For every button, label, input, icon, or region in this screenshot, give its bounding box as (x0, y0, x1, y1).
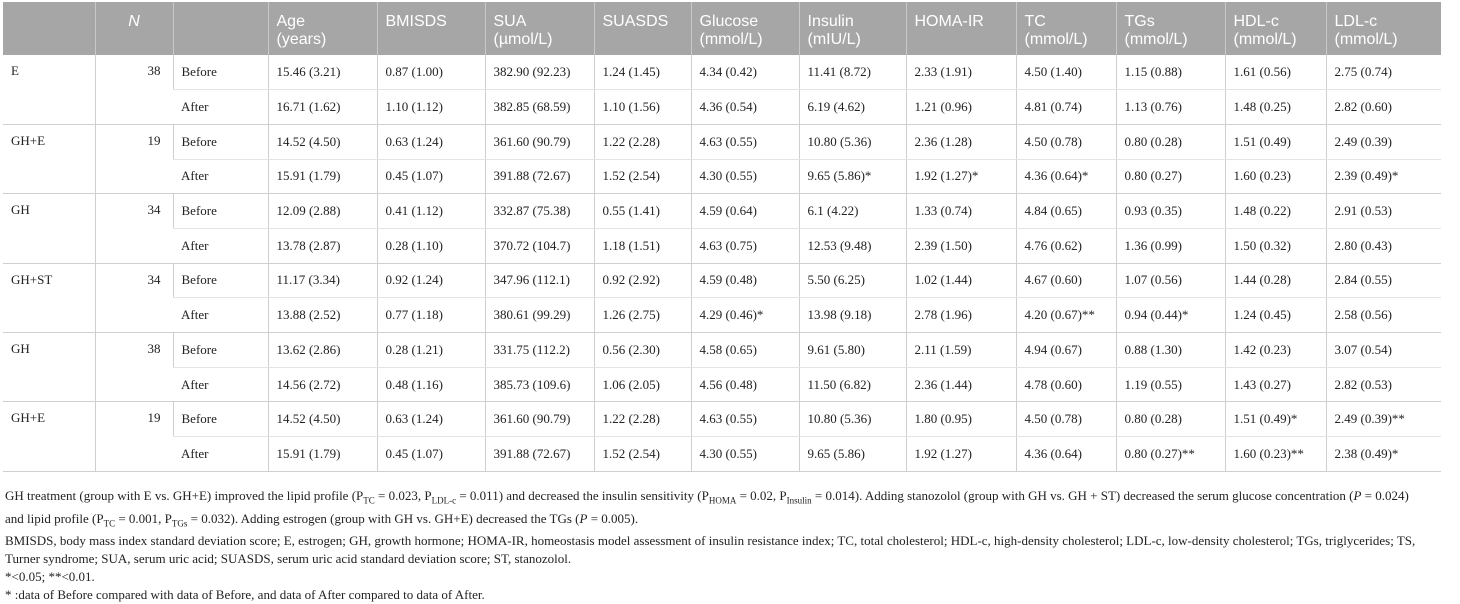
value-cell: 1.52 (2.54) (594, 159, 691, 194)
table-row (3, 263, 1460, 298)
value-cell: 1.07 (0.56) (1116, 263, 1225, 298)
value-cell: 6.1 (4.22) (799, 194, 906, 229)
value-cell: 1.19 (0.55) (1116, 367, 1225, 402)
table-row (3, 228, 1460, 263)
value-cell: 1.51 (0.49)* (1225, 402, 1326, 437)
value-cell: 2.39 (0.49)* (1326, 159, 1441, 194)
value-cell: 1.61 (0.56) (1225, 55, 1326, 90)
value-cell: 1.15 (0.88) (1116, 55, 1225, 90)
phase-label-cell: Before (173, 194, 268, 229)
value-cell: 347.96 (112.1) (485, 263, 594, 298)
value-cell: 2.33 (1.91) (906, 55, 1016, 90)
table-row (3, 124, 1460, 159)
value-cell: 10.80 (5.36) (799, 124, 906, 159)
value-cell: 1.48 (0.25) (1225, 90, 1326, 125)
table-row (3, 367, 1460, 402)
phase-label-cell: After (173, 159, 268, 194)
value-cell: 4.36 (0.64) (1016, 437, 1116, 472)
value-cell: 0.80 (0.27) (1116, 159, 1225, 194)
column-header (906, 2, 1016, 55)
value-cell: 4.94 (0.67) (1016, 333, 1116, 368)
value-cell: 11.17 (3.34) (268, 263, 377, 298)
column-header-line1: Age (276, 13, 305, 30)
phase-label-cell: Before (173, 55, 268, 90)
value-cell: 13.62 (2.86) (268, 333, 377, 368)
value-cell: 4.81 (0.74) (1016, 90, 1116, 125)
value-cell: 0.87 (1.00) (377, 55, 485, 90)
column-header-line1: TGs (1124, 13, 1155, 30)
column-header (594, 2, 691, 55)
value-cell: 1.24 (0.45) (1225, 298, 1326, 333)
column-header-line1: Insulin (807, 13, 854, 30)
group-n-cell: 38 (95, 55, 173, 124)
column-header (1116, 2, 1225, 55)
value-cell: 1.36 (0.99) (1116, 228, 1225, 263)
phase-label-cell: After (173, 298, 268, 333)
value-cell: 12.53 (9.48) (799, 228, 906, 263)
phase-label-cell: Before (173, 263, 268, 298)
value-cell: 0.77 (1.18) (377, 298, 485, 333)
group-name-cell: GH+E (3, 124, 95, 193)
value-cell: 6.19 (4.62) (799, 90, 906, 125)
column-header-line1: LDL-c (1334, 13, 1378, 30)
value-cell: 1.43 (0.27) (1225, 367, 1326, 402)
value-cell: 2.36 (1.44) (906, 367, 1016, 402)
value-cell: 0.93 (0.35) (1116, 194, 1225, 229)
value-cell: 331.75 (112.2) (485, 333, 594, 368)
column-header-line1: Glucose (699, 13, 759, 30)
value-cell: 0.28 (1.21) (377, 333, 485, 368)
value-cell: 4.56 (0.48) (691, 367, 799, 402)
phase-label-cell: Before (173, 124, 268, 159)
value-cell: 4.59 (0.64) (691, 194, 799, 229)
column-header-line1: SUA (493, 13, 527, 30)
group-name-cell: GH (3, 333, 95, 402)
value-cell: 0.92 (2.92) (594, 263, 691, 298)
value-cell: 1.02 (1.44) (906, 263, 1016, 298)
value-cell: 13.78 (2.87) (268, 228, 377, 263)
value-cell: 4.36 (0.54) (691, 90, 799, 125)
value-cell: 361.60 (90.79) (485, 124, 594, 159)
value-cell: 1.42 (0.23) (1225, 333, 1326, 368)
value-cell: 2.82 (0.60) (1326, 90, 1441, 125)
value-cell: 382.85 (68.59) (485, 90, 594, 125)
value-cell: 1.80 (0.95) (906, 402, 1016, 437)
value-cell: 2.75 (0.74) (1326, 55, 1441, 90)
header-row (3, 2, 1460, 55)
table-row (3, 333, 1460, 368)
value-cell: 1.60 (0.23) (1225, 159, 1326, 194)
value-cell: 9.61 (5.80) (799, 333, 906, 368)
value-cell: 2.80 (0.43) (1326, 228, 1441, 263)
value-cell: 15.91 (1.79) (268, 159, 377, 194)
value-cell: 12.09 (2.88) (268, 194, 377, 229)
value-cell: 1.92 (1.27) (906, 437, 1016, 472)
value-cell: 1.22 (2.28) (594, 124, 691, 159)
value-cell: 3.07 (0.54) (1326, 333, 1441, 368)
results-table (3, 2, 1460, 472)
value-cell: 1.13 (0.76) (1116, 90, 1225, 125)
value-cell: 15.91 (1.79) (268, 437, 377, 472)
value-cell: 14.52 (4.50) (268, 124, 377, 159)
value-cell: 0.92 (1.24) (377, 263, 485, 298)
table-row (3, 402, 1460, 437)
value-cell: 4.78 (0.60) (1016, 367, 1116, 402)
value-cell: 1.50 (0.32) (1225, 228, 1326, 263)
value-cell: 4.63 (0.55) (691, 402, 799, 437)
value-cell: 5.50 (6.25) (799, 263, 906, 298)
phase-label-cell: After (173, 90, 268, 125)
table-row (3, 437, 1460, 472)
value-cell: 4.34 (0.42) (691, 55, 799, 90)
group-n-cell: 19 (95, 402, 173, 471)
group-n-cell: 34 (95, 263, 173, 332)
value-cell: 4.63 (0.75) (691, 228, 799, 263)
value-cell: 4.76 (0.62) (1016, 228, 1116, 263)
value-cell: 1.26 (2.75) (594, 298, 691, 333)
footnote-statistics: GH treatment (group with E vs. GH+E) improved the lipid profile ($P_{TC} = 0.023$, $P_{LDL-c} = 0.011$) and decreased the insulin sensitivity ($P_{HOMA} = 0.02$, $P_{Insulin} = 0.014$). Adding stanozolol (group with GH vs. GH + ST) decreased the serum glucose concentration (P = 0.024) and lipid profile ($P_{TC} = 0.001$, $P_{TGs} = 0.032$). Adding estrogen (group with GH vs. GH+E) decreased the TGs (P = 0.005). (5, 488, 1409, 529)
value-cell: 9.65 (5.86) (799, 437, 906, 472)
value-cell: 11.50 (6.82) (799, 367, 906, 402)
value-cell: 4.36 (0.64)* (1016, 159, 1116, 194)
value-cell: 4.20 (0.67)** (1016, 298, 1116, 333)
column-header-line2: (mmol/L) (1233, 31, 1297, 48)
table-row (3, 194, 1460, 229)
value-cell: 2.39 (1.50) (906, 228, 1016, 263)
group-n-cell: 38 (95, 333, 173, 402)
value-cell: 0.56 (2.30) (594, 333, 691, 368)
phase-label-cell: After (173, 228, 268, 263)
value-cell: 2.38 (0.49)* (1326, 437, 1441, 472)
value-cell: 380.61 (99.29) (485, 298, 594, 333)
value-cell: 1.44 (0.28) (1225, 263, 1326, 298)
value-cell: 14.56 (2.72) (268, 367, 377, 402)
value-cell: 0.88 (1.30) (1116, 333, 1225, 368)
footnote-asterisk: * :data of Before compared with data of Before, and data of After compared to data of After. (5, 587, 485, 603)
value-cell: 1.48 (0.22) (1225, 194, 1326, 229)
value-cell: 0.41 (1.12) (377, 194, 485, 229)
value-cell: 4.30 (0.55) (691, 159, 799, 194)
column-header-line2: (mmol/L) (1124, 31, 1188, 48)
column-header (1326, 2, 1441, 55)
column-header-line1: SUASDS (602, 13, 669, 30)
value-cell: 4.63 (0.55) (691, 124, 799, 159)
group-name-cell: GH+ST (3, 263, 95, 332)
column-header-line1: BMISDS (385, 13, 447, 30)
footnote-significance: *<0.05; **<0.01. (5, 569, 95, 585)
value-cell: 4.29 (0.46)* (691, 298, 799, 333)
column-header-line2: (mmol/L) (1024, 31, 1088, 48)
value-cell: 2.84 (0.55) (1326, 263, 1441, 298)
column-header-line1: TC (1024, 13, 1046, 30)
value-cell: 0.63 (1.24) (377, 124, 485, 159)
group-name-cell: E (3, 55, 95, 124)
value-cell: 391.88 (72.67) (485, 437, 594, 472)
phase-label-cell: After (173, 367, 268, 402)
value-cell: 0.80 (0.28) (1116, 124, 1225, 159)
value-cell: 361.60 (90.79) (485, 402, 594, 437)
value-cell: 0.80 (0.28) (1116, 402, 1225, 437)
value-cell: 0.45 (1.07) (377, 437, 485, 472)
value-cell: 0.45 (1.07) (377, 159, 485, 194)
table-row (3, 90, 1460, 125)
column-header-line2: (mmol/L) (1334, 31, 1398, 48)
phase-label-cell: Before (173, 402, 268, 437)
value-cell: 0.63 (1.24) (377, 402, 485, 437)
value-cell: 4.30 (0.55) (691, 437, 799, 472)
value-cell: 1.33 (0.74) (906, 194, 1016, 229)
column-header-line2: (µmol/L) (493, 31, 553, 48)
column-header-line1: N (128, 13, 140, 30)
value-cell: 16.71 (1.62) (268, 90, 377, 125)
table-row (3, 159, 1460, 194)
column-header (268, 2, 377, 55)
column-header (95, 2, 173, 55)
value-cell: 1.10 (1.12) (377, 90, 485, 125)
group-n-cell: 34 (95, 194, 173, 263)
value-cell: 1.24 (1.45) (594, 55, 691, 90)
value-cell: 4.84 (0.65) (1016, 194, 1116, 229)
column-header (3, 2, 95, 55)
value-cell: 4.50 (1.40) (1016, 55, 1116, 90)
column-header (173, 2, 268, 55)
value-cell: 1.10 (1.56) (594, 90, 691, 125)
value-cell: 2.36 (1.28) (906, 124, 1016, 159)
value-cell: 0.80 (0.27)** (1116, 437, 1225, 472)
value-cell: 1.21 (0.96) (906, 90, 1016, 125)
value-cell: 13.88 (2.52) (268, 298, 377, 333)
column-header (1016, 2, 1116, 55)
value-cell: 1.52 (2.54) (594, 437, 691, 472)
page (0, 2, 1460, 603)
group-n-cell: 19 (95, 124, 173, 193)
value-cell: 382.90 (92.23) (485, 55, 594, 90)
value-cell: 0.55 (1.41) (594, 194, 691, 229)
value-cell: 2.49 (0.39) (1326, 124, 1441, 159)
value-cell: 370.72 (104.7) (485, 228, 594, 263)
value-cell: 0.94 (0.44)* (1116, 298, 1225, 333)
column-header-line2: (mmol/L) (699, 31, 763, 48)
value-cell: 4.58 (0.65) (691, 333, 799, 368)
value-cell: 9.65 (5.86)* (799, 159, 906, 194)
value-cell: 1.92 (1.27)* (906, 159, 1016, 194)
phase-label-cell: After (173, 437, 268, 472)
value-cell: 1.06 (2.05) (594, 367, 691, 402)
value-cell: 2.91 (0.53) (1326, 194, 1441, 229)
value-cell: 391.88 (72.67) (485, 159, 594, 194)
value-cell: 2.82 (0.53) (1326, 367, 1441, 402)
table-body (3, 55, 1460, 471)
value-cell: 2.11 (1.59) (906, 333, 1016, 368)
value-cell: 4.67 (0.60) (1016, 263, 1116, 298)
column-header-line1: HDL-c (1233, 13, 1279, 30)
value-cell: 0.48 (1.16) (377, 367, 485, 402)
value-cell: 15.46 (3.21) (268, 55, 377, 90)
column-header-line2: (mIU/L) (807, 31, 861, 48)
table-footnotes (5, 487, 1455, 604)
value-cell: 1.18 (1.51) (594, 228, 691, 263)
table-row (3, 55, 1460, 90)
footnote-abbreviations: BMISDS, body mass index standard deviation score; E, estrogen; GH, growth hormone; HOMA-IR, homeostasis model assessment of insulin resistance index; TC, total cholesterol; HDL-c, high-density cholesterol; LDL-c, low-density cholesterol; TGs, triglycerides; TS, Turner syndrome; SUA, serum uric acid; SUASDS, serum uric acid standard deviation score; ST, stanozolol. (5, 533, 1416, 567)
column-header (1225, 2, 1326, 55)
value-cell: 4.50 (0.78) (1016, 124, 1116, 159)
value-cell: 2.49 (0.39)** (1326, 402, 1441, 437)
group-name-cell: GH (3, 194, 95, 263)
table-row (3, 298, 1460, 333)
value-cell: 2.58 (0.56) (1326, 298, 1441, 333)
column-header-line2: (years) (276, 31, 327, 48)
value-cell: 332.87 (75.38) (485, 194, 594, 229)
value-cell: 14.52 (4.50) (268, 402, 377, 437)
value-cell: 4.50 (0.78) (1016, 402, 1116, 437)
value-cell: 2.78 (1.96) (906, 298, 1016, 333)
value-cell: 13.98 (9.18) (799, 298, 906, 333)
column-header (799, 2, 906, 55)
value-cell: 10.80 (5.36) (799, 402, 906, 437)
column-header (691, 2, 799, 55)
column-header (377, 2, 485, 55)
column-header (485, 2, 594, 55)
value-cell: 0.28 (1.10) (377, 228, 485, 263)
column-header-line1: HOMA-IR (914, 13, 984, 30)
value-cell: 11.41 (8.72) (799, 55, 906, 90)
value-cell: 1.51 (0.49) (1225, 124, 1326, 159)
value-cell: 385.73 (109.6) (485, 367, 594, 402)
value-cell: 1.60 (0.23)** (1225, 437, 1326, 472)
phase-label-cell: Before (173, 333, 268, 368)
value-cell: 4.59 (0.48) (691, 263, 799, 298)
group-name-cell: GH+E (3, 402, 95, 471)
value-cell: 1.22 (2.28) (594, 402, 691, 437)
